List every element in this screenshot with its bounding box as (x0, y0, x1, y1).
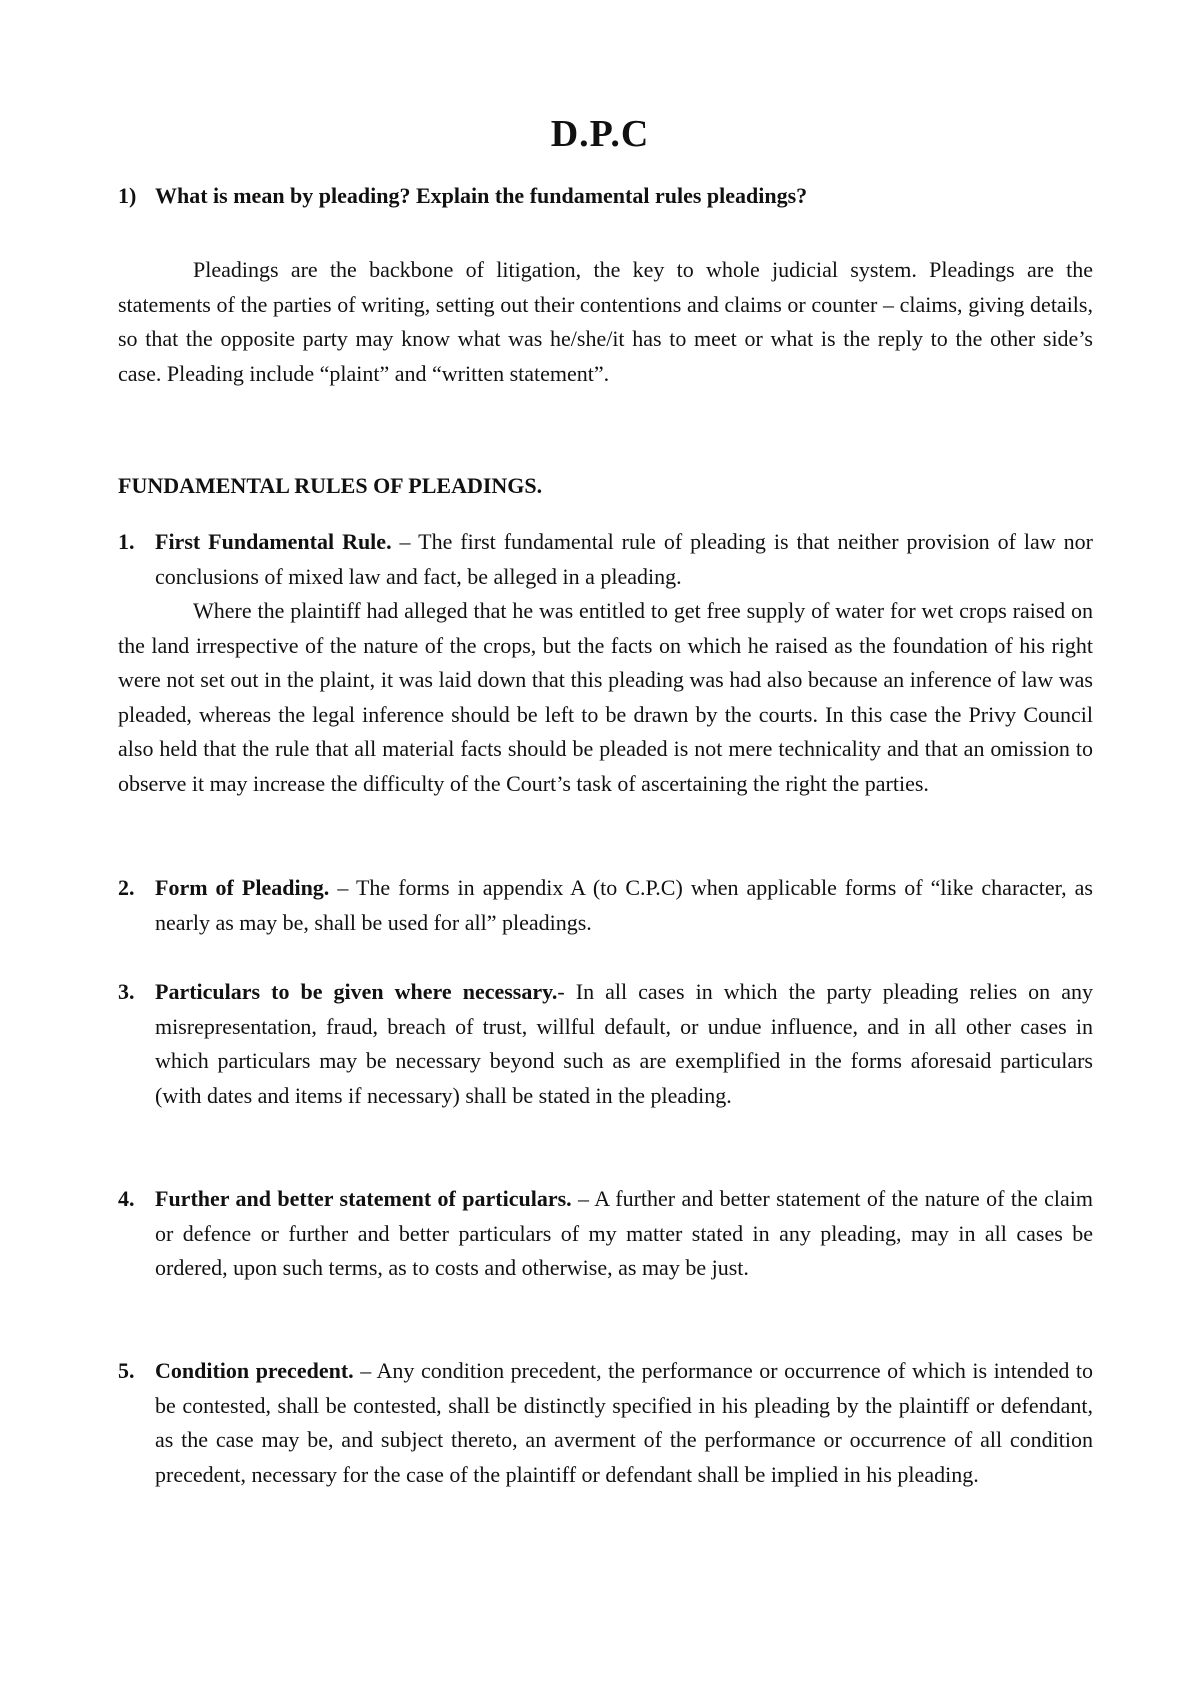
rule-item-4 (118, 1182, 1093, 1286)
rule-title: Particulars to be given where necessary. (155, 979, 558, 1004)
question-heading (118, 183, 1098, 209)
intro-paragraph: Pleadings are the backbone of litigation, the key to whole judicial system. Pleadings are the statements of the parties of writing, setting out their contentions and claims or counter – claims, giving details, so that the opposite party may know what was he/she/it has to meet or what is the reply to the other side’s case. Pleading include “plaint” and “written statement”. (118, 257, 1093, 386)
rule-body (155, 1182, 1093, 1286)
rule-text: – The first fundamental rule of pleading is that neither provision of law nor conclusions of mixed law and fact, be alleged in a pleading. (155, 529, 1093, 589)
question-text: What is mean by pleading? Explain the fundamental rules pleadings? (155, 183, 808, 208)
rule-number: 1. (118, 529, 135, 554)
rule-number: 2. (118, 875, 135, 900)
rule-text: – Any condition precedent, the performance or occurrence of which is intended to be contested, shall be contested, shall be distinctly specified in his pleading by the plaintiff or defendant, as the case may be, and subject thereto, an averment of the performance or occurrence of all condition precedent, necessary for the case of the plaintiff or defendant shall be implied in his pleading. (155, 1358, 1093, 1487)
question-number: 1) (118, 183, 137, 208)
section-heading: FUNDAMENTAL RULES OF PLEADINGS. (118, 473, 543, 498)
rule-body (155, 871, 1093, 940)
rule-text: – The forms in appendix A (to C.P.C) when applicable forms of “like character, as nearly as may be, shall be used for all” pleadings. (155, 875, 1093, 935)
rule-item-5 (118, 1354, 1093, 1492)
rule-number: 3. (118, 979, 135, 1004)
rule-item-2 (118, 871, 1093, 940)
rule-body (155, 1354, 1093, 1492)
rule-text: – A further and better statement of the nature of the claim or defence or further and better particulars of my matter stated in any pleading, may in all cases be ordered, upon such terms, as to costs and otherwise, as may be just. (155, 1186, 1093, 1280)
rule-1-explanation: Where the plaintiff had alleged that he was entitled to get free supply of water for wet crops raised on the land irrespective of the nature of the crops, but the facts on which he raised as the foundation of his right were not set out in the plaint, it was laid down that this pleading was had also because an inference of law was pleaded, whereas the legal inference should be left to be drawn by the courts. In this case the Privy Council also held that the rule that all material facts should be pleaded is not mere technicality and that an omission to observe it may increase the difficulty of the Court’s task of ascertaining the right the parties. (118, 598, 1093, 796)
rule-title: Form of Pleading. (155, 875, 330, 900)
rule-body (155, 525, 1093, 594)
rule-title: First Fundamental Rule. (155, 529, 392, 554)
rule-number: 4. (118, 1186, 135, 1211)
rule-title: Condition precedent. (155, 1358, 354, 1383)
rule-text: - In all cases in which the party pleading relies on any misrepresentation, fraud, breach of trust, willful default, or undue influence, and in all other cases in which particulars may be necessary beyond such as are exemplified in the forms aforesaid particulars (with dates and items if necessary) shall be stated in the pleading. (155, 979, 1093, 1108)
document-title: D.P.C (550, 113, 650, 155)
rule-item-3 (118, 975, 1093, 1113)
rule-item-1 (118, 525, 1093, 594)
rule-number: 5. (118, 1358, 135, 1383)
rule-body (155, 975, 1093, 1113)
rule-title: Further and better statement of particulars. (155, 1186, 572, 1211)
